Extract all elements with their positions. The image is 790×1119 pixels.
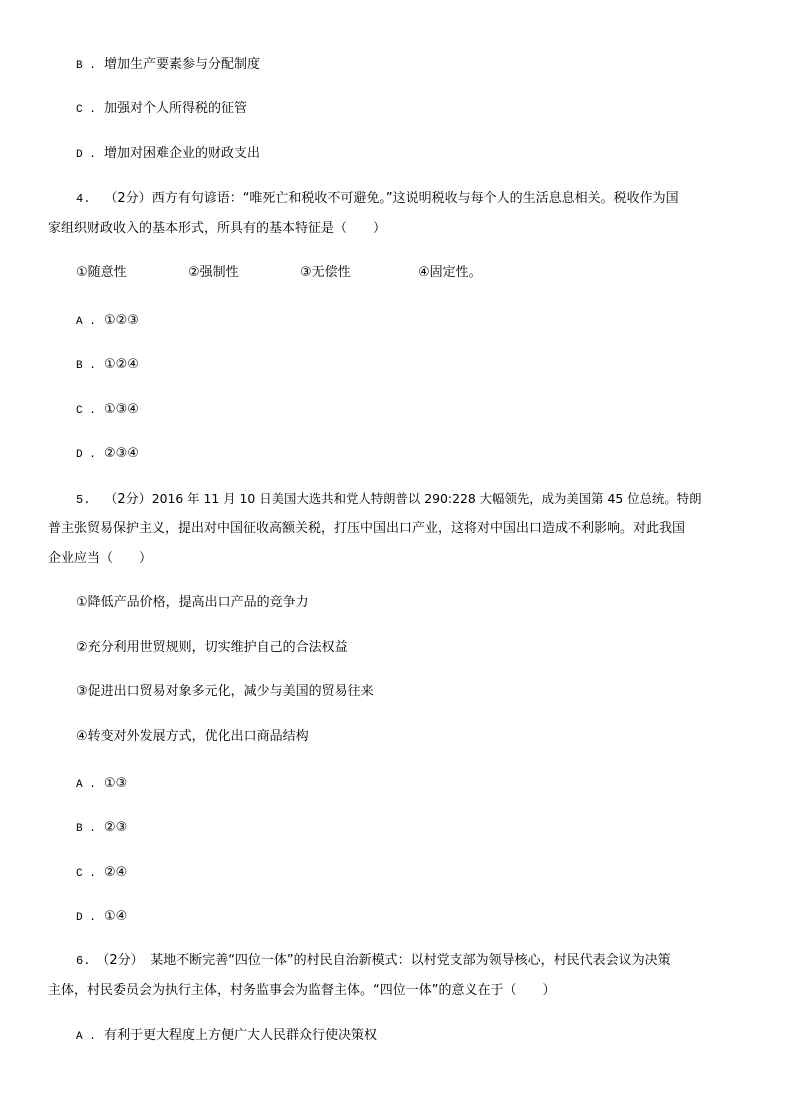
q4-stem-line1 bbox=[76, 191, 679, 207]
option-letter: C . bbox=[76, 405, 96, 417]
option-letter: A . bbox=[76, 1031, 96, 1043]
q6-stem-line2 bbox=[48, 983, 555, 999]
q6-stem-line1 bbox=[76, 953, 671, 969]
item-text: ①降低产品价格，提高出口产品的竞争力 bbox=[76, 595, 309, 610]
q4-items bbox=[76, 265, 576, 281]
q3-option-d bbox=[76, 146, 260, 162]
option-letter: A . bbox=[76, 779, 96, 791]
option-text: ①②④ bbox=[104, 357, 139, 372]
question-stem: 2016 年 11 月 10 日美国大选共和党人特朗普以 290:228 大幅领先，成为美国第 45 位总统。特朗 bbox=[151, 491, 702, 506]
option-text: 有利于更大程度上方便广大人民群众行使决策权 bbox=[104, 1028, 378, 1043]
option-letter: A . bbox=[76, 316, 96, 328]
option-text: ①④ bbox=[104, 909, 128, 924]
question-score: （2分） bbox=[104, 492, 152, 507]
question-stem: 家组织财政收入的基本形式，所具有的基本特征是（ ） bbox=[48, 221, 387, 236]
q3-option-b bbox=[76, 57, 260, 73]
option-letter: D . bbox=[76, 149, 96, 161]
option-letter: C . bbox=[76, 104, 96, 116]
option-letter: D . bbox=[76, 449, 96, 461]
q4-stem-line2 bbox=[48, 221, 386, 237]
question-score: （2分） bbox=[104, 191, 152, 206]
q5-stem-line3 bbox=[48, 551, 152, 567]
question-stem: 西方有句谚语：“唯死亡和税收不可避免。”这说明税收与每个人的生活息息相关。税收作为国 bbox=[151, 191, 679, 206]
q5-item-1 bbox=[76, 595, 309, 611]
option-text: ①③ bbox=[104, 776, 128, 791]
q6-option-a bbox=[76, 1028, 377, 1044]
option-text: 加强对个人所得税的征管 bbox=[104, 101, 248, 116]
q5-stem-line2 bbox=[48, 521, 685, 537]
item-text: ②充分利用世贸规则，切实维护自己的合法权益 bbox=[76, 640, 348, 655]
option-letter: B . bbox=[76, 360, 96, 372]
option-text: ②③④ bbox=[104, 446, 139, 461]
question-stem: 主体，村民委员会为执行主体，村务监事会为监督主体。“四位一体”的意义在于（ ） bbox=[48, 983, 556, 998]
q5-item-4 bbox=[76, 729, 309, 745]
q3-option-c bbox=[76, 101, 247, 117]
q5-item-2 bbox=[76, 640, 348, 656]
option-text: 增加生产要素参与分配制度 bbox=[104, 57, 261, 72]
option-letter: C . bbox=[76, 868, 96, 880]
question-stem: 企业应当（ ） bbox=[48, 551, 153, 566]
q5-stem-line1 bbox=[76, 491, 702, 507]
option-letter: B . bbox=[76, 60, 96, 72]
question-number: 6. bbox=[76, 954, 91, 968]
option-text: 增加对困难企业的财政支出 bbox=[104, 146, 261, 161]
option-letter: D . bbox=[76, 912, 96, 924]
question-number: 4. bbox=[76, 192, 91, 206]
q5-option-b bbox=[76, 820, 127, 836]
q4-option-b bbox=[76, 357, 139, 373]
option-text: ②③ bbox=[104, 820, 128, 835]
option-letter: B . bbox=[76, 823, 96, 835]
q5-item-3 bbox=[76, 684, 374, 700]
option-text: ①②③ bbox=[104, 313, 139, 328]
q4-option-a bbox=[76, 313, 139, 329]
q4-item-4: ④固定性。 bbox=[418, 265, 482, 280]
q4-option-d bbox=[76, 446, 139, 462]
question-stem: 普主张贸易保护主义，提出对中国征收高额关税，打压中国出口产业，这将对中国出口造成不利影响。对此我国 bbox=[48, 521, 686, 536]
option-text: ①③④ bbox=[104, 402, 139, 417]
item-text: ④转变对外发展方式，优化出口商品结构 bbox=[76, 729, 309, 744]
option-text: ②④ bbox=[104, 865, 128, 880]
q5-option-c bbox=[76, 865, 127, 881]
question-number: 5. bbox=[76, 493, 91, 507]
q4-item-1: ①随意性 bbox=[76, 265, 127, 280]
question-score: （2分） bbox=[96, 953, 138, 968]
q5-option-d bbox=[76, 909, 127, 925]
q4-item-3: ③无偿性 bbox=[300, 265, 351, 280]
q5-option-a bbox=[76, 776, 127, 792]
item-text: ③促进出口贸易对象多元化，减少与美国的贸易往来 bbox=[76, 684, 374, 699]
q4-option-c bbox=[76, 402, 139, 418]
q4-item-2: ②强制性 bbox=[188, 265, 239, 280]
question-stem: 某地不断完善“四位一体”的村民自治新模式：以村党支部为领导核心，村民代表会议为决策 bbox=[137, 953, 671, 968]
